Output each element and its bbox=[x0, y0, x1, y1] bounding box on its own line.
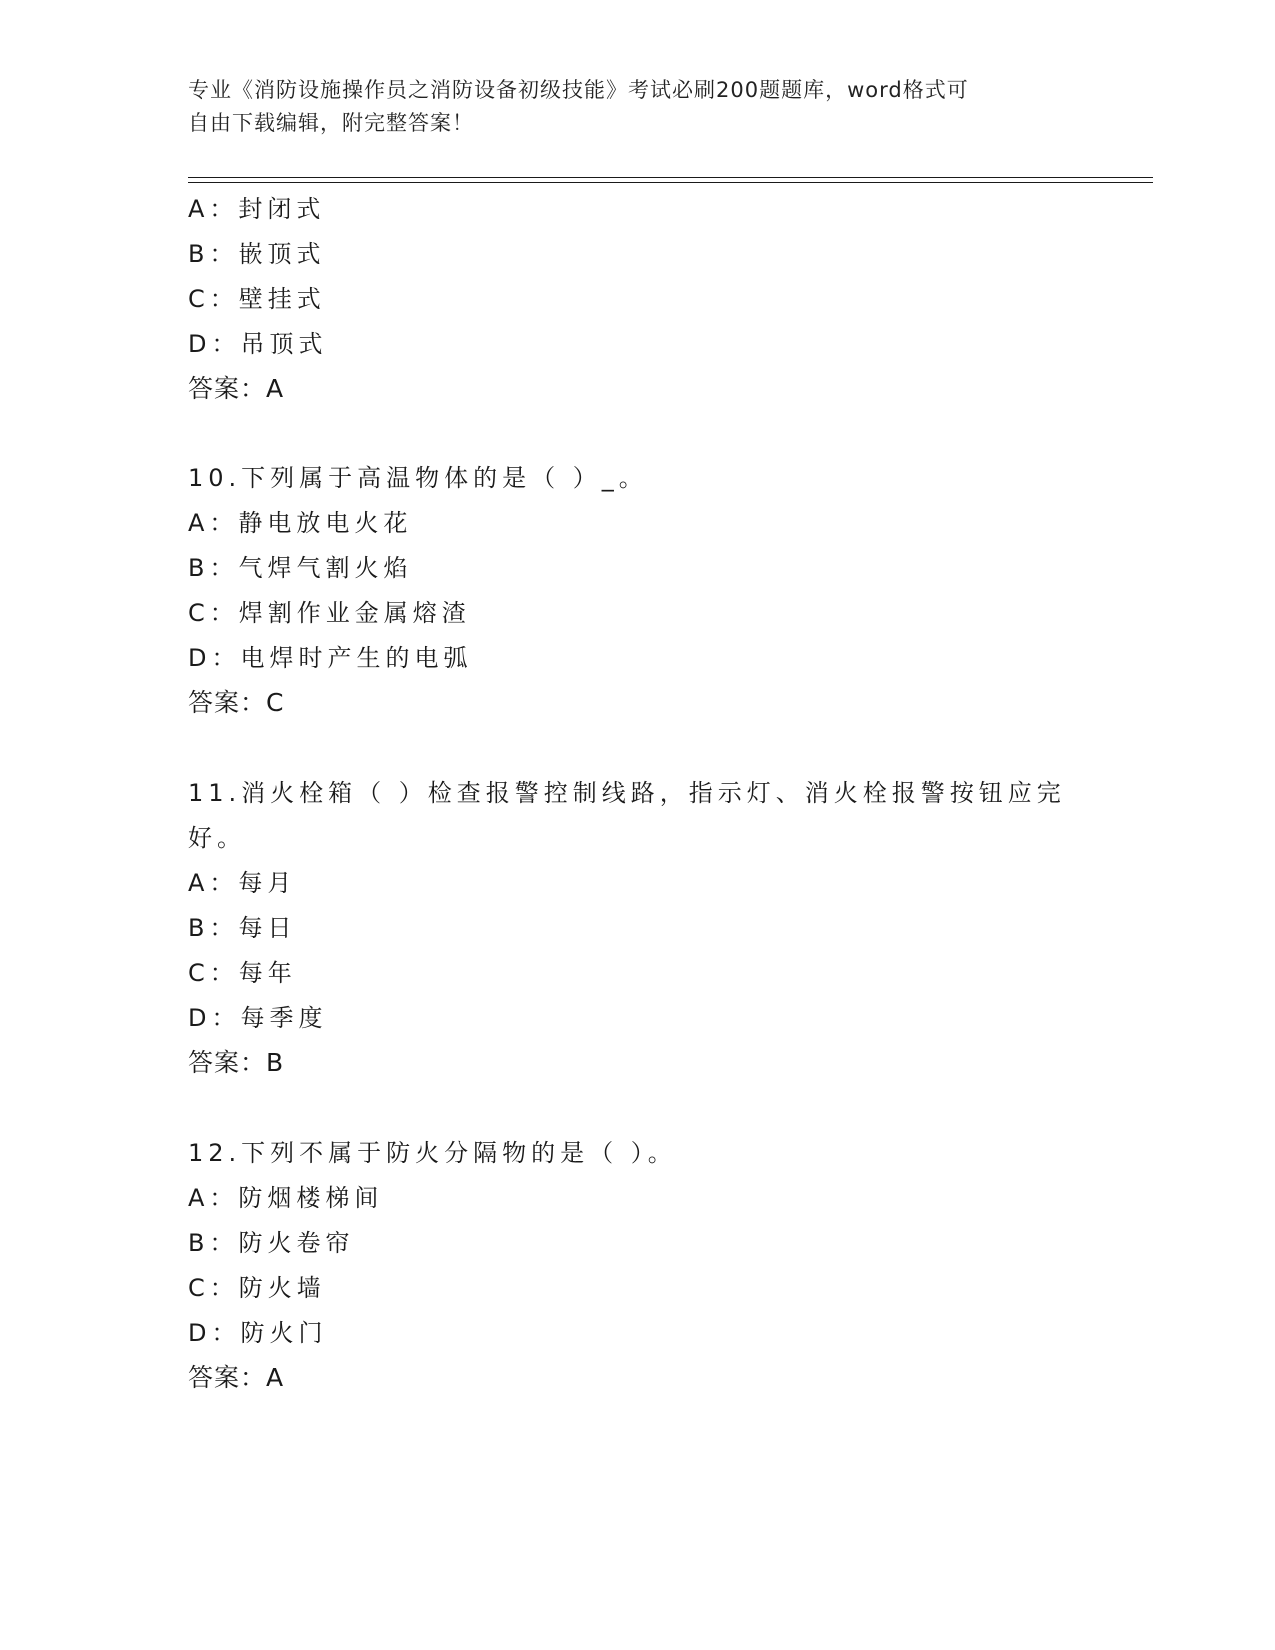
q11-stem-line-1: 11.消火栓箱（ ）检查报警控制线路，指示灯、消火栓报警按钮应完 bbox=[188, 779, 1066, 807]
q9-option-c: C：壁挂式 bbox=[188, 285, 326, 313]
q11-stem-line-2: 好。 bbox=[188, 824, 246, 852]
q9-option-b: B：嵌顶式 bbox=[188, 240, 326, 268]
header-line-2: 自由下载编辑，附完整答案！ bbox=[188, 111, 474, 135]
q9-option-a: A：封闭式 bbox=[188, 195, 326, 223]
q11-answer: 答案：B bbox=[188, 1048, 285, 1077]
q10-answer: 答案：C bbox=[188, 688, 285, 717]
q9-option-d: D：吊顶式 bbox=[188, 330, 328, 358]
q10-option-c: C：焊割作业金属熔渣 bbox=[188, 599, 471, 627]
q9-answer: 答案：A bbox=[188, 374, 285, 403]
q11-option-c: C：每年 bbox=[188, 959, 297, 987]
q11-option-a: A：每月 bbox=[188, 869, 297, 897]
q10-option-a: A：静电放电火花 bbox=[188, 509, 413, 537]
q11-option-d: D：每季度 bbox=[188, 1004, 328, 1032]
q12-option-a: A：防烟楼梯间 bbox=[188, 1184, 384, 1212]
q10-stem: 10.下列属于高温物体的是（ ）_。 bbox=[188, 464, 648, 492]
q12-option-b: B：防火卷帘 bbox=[188, 1229, 355, 1257]
q12-stem: 12.下列不属于防火分隔物的是（ ）。 bbox=[188, 1139, 677, 1167]
q10-option-d: D：电焊时产生的电弧 bbox=[188, 644, 473, 672]
header-divider-bottom bbox=[188, 182, 1153, 183]
document-header bbox=[188, 74, 1068, 140]
q12-option-c: C：防火墙 bbox=[188, 1274, 326, 1302]
q11-option-b: B：每日 bbox=[188, 914, 297, 942]
q12-answer: 答案：A bbox=[188, 1363, 285, 1392]
q10-option-b: B：气焊气割火焰 bbox=[188, 554, 413, 582]
header-divider-top bbox=[188, 177, 1153, 178]
header-line-1: 专业《消防设施操作员之消防设备初级技能》考试必刷200题题库，word格式可 bbox=[188, 78, 969, 102]
q12-option-d: D：防火门 bbox=[188, 1319, 328, 1347]
